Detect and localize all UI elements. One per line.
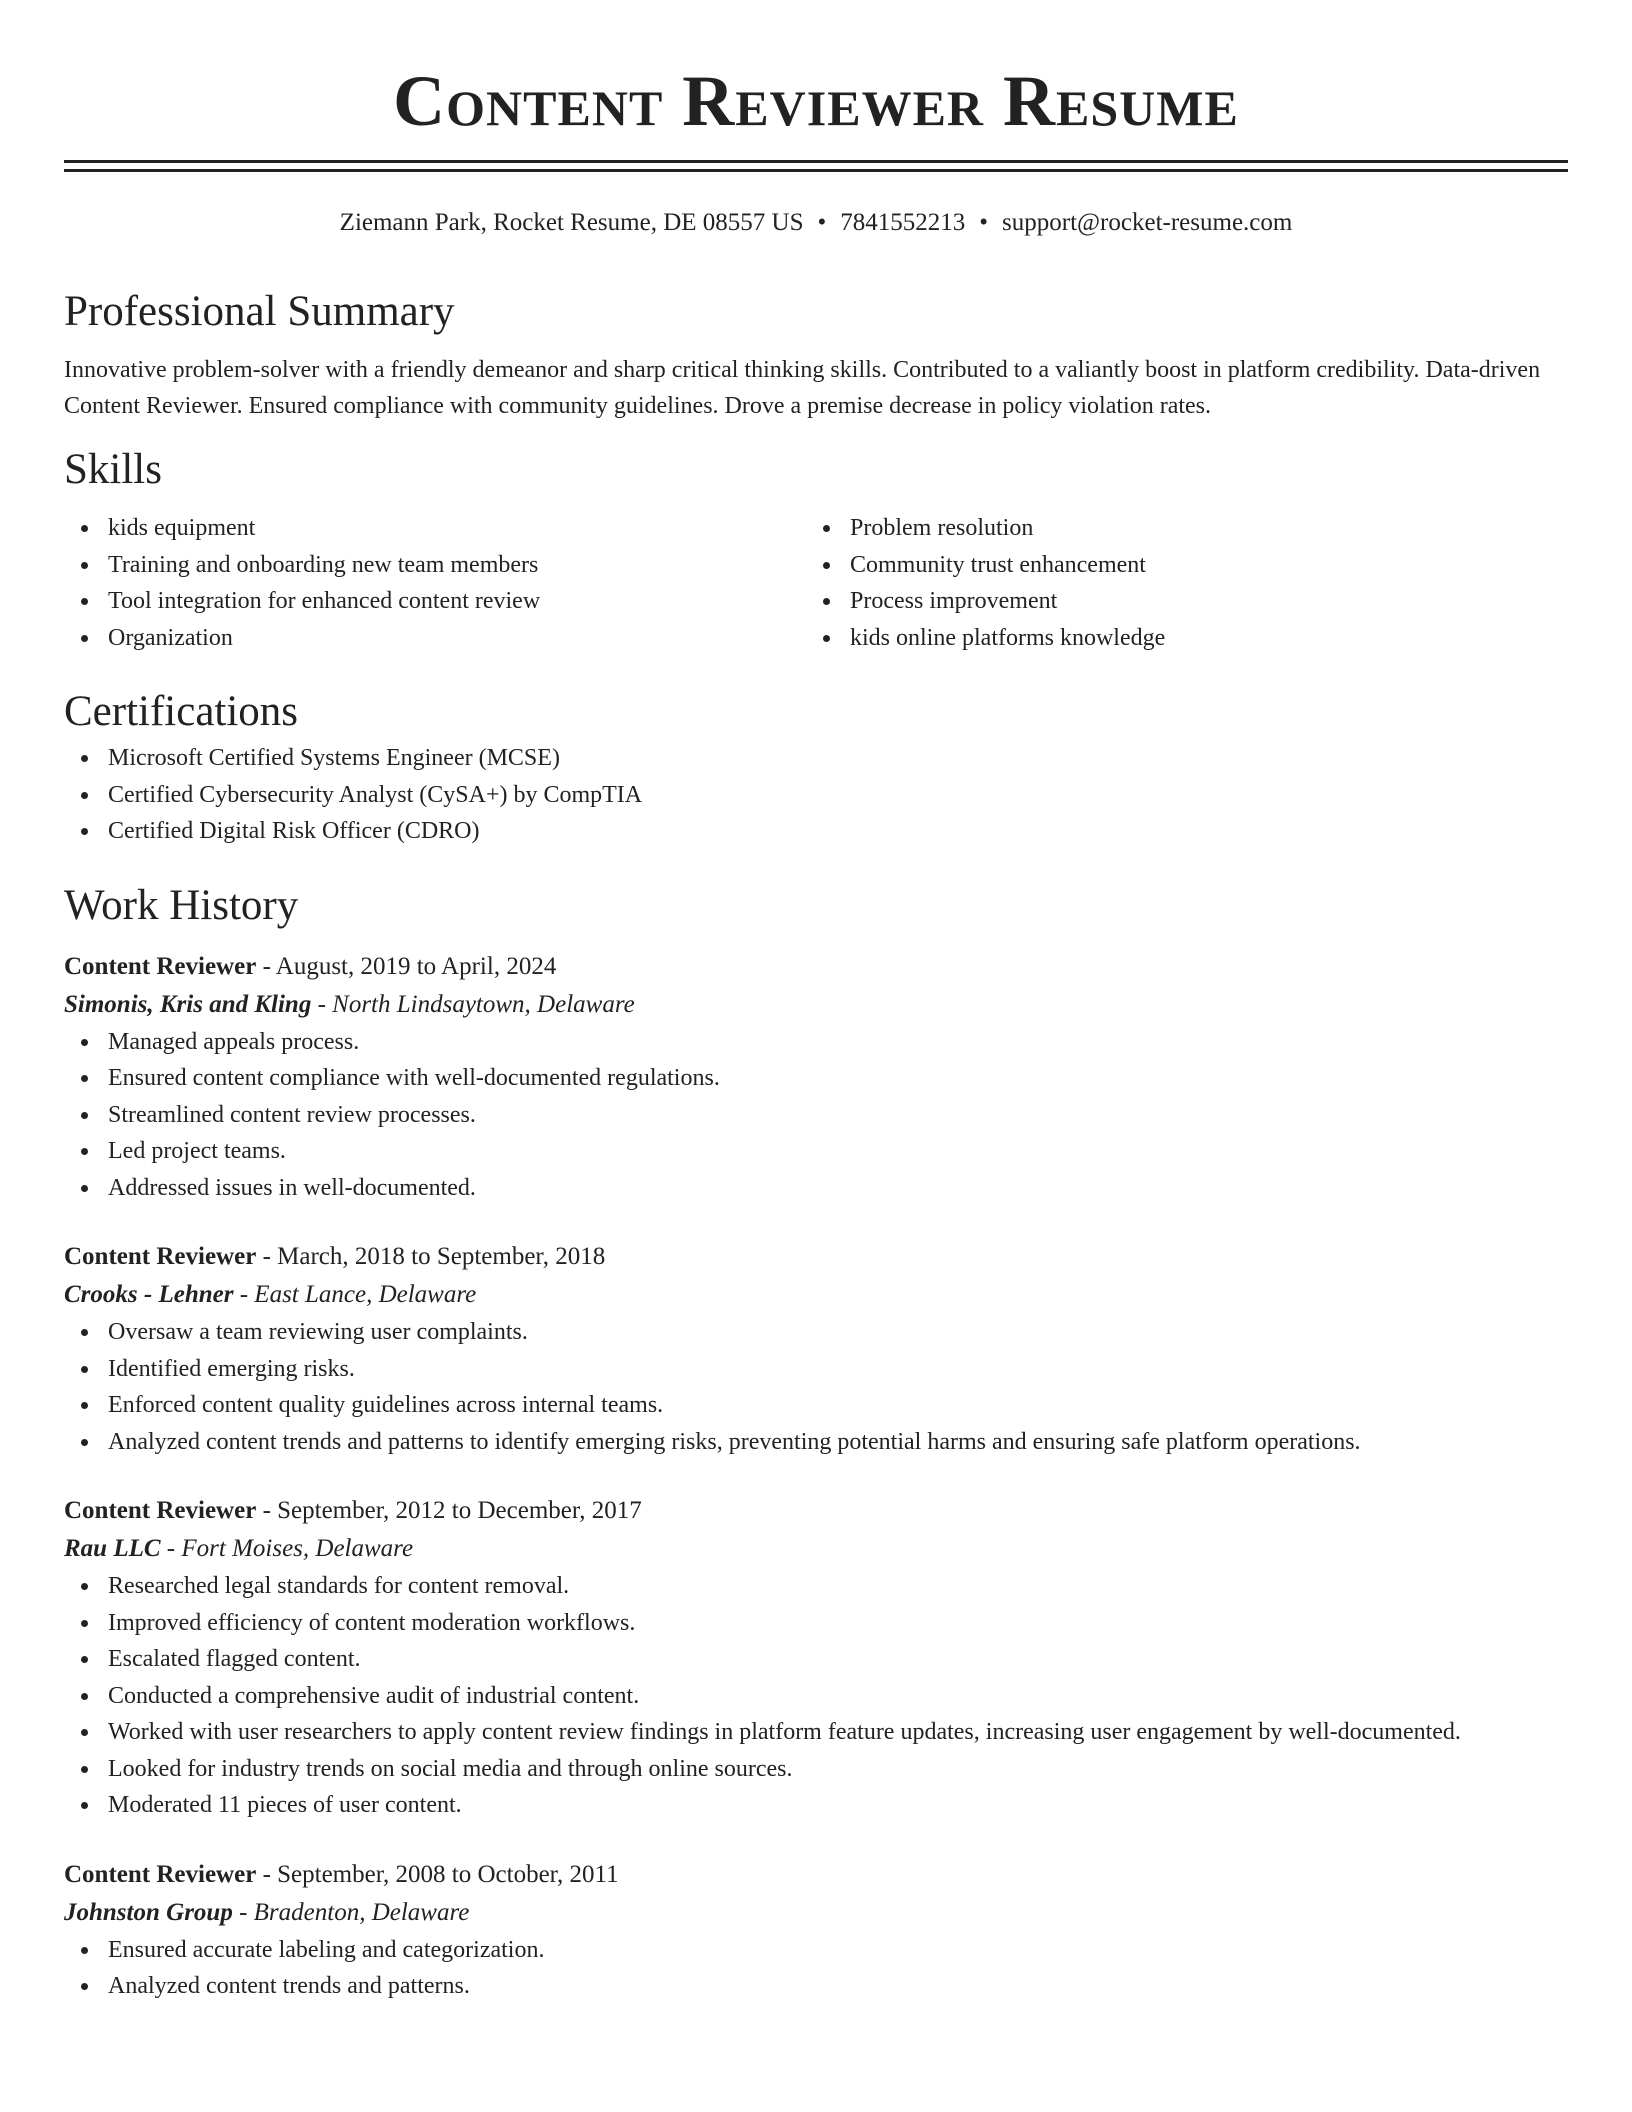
job-company-line xyxy=(64,1276,1568,1314)
job-role: Content Reviewer xyxy=(64,1497,257,1524)
skill-item: Problem resolution xyxy=(806,510,1548,547)
skill-item: kids online platforms knowledge xyxy=(806,620,1548,657)
certifications-list xyxy=(64,740,1568,850)
job-duty-item: Worked with user researchers to apply content review findings in platform feature updates, increasing user engagement by well-documented. xyxy=(64,1714,1568,1751)
work-history-heading: Work History xyxy=(64,881,299,929)
job-duties-list xyxy=(64,1024,1568,1207)
certification-item: Certified Digital Risk Officer (CDRO) xyxy=(64,813,1568,850)
skills-column-right xyxy=(806,510,1548,656)
contact-email: support@rocket-resume.com xyxy=(1002,209,1293,236)
job-duty-item: Looked for industry trends on social media and through online sources. xyxy=(64,1751,1568,1788)
job-location: - North Lindsaytown, Delaware xyxy=(311,990,635,1018)
title-divider-bottom xyxy=(64,169,1568,172)
skill-item: Community trust enhancement xyxy=(806,547,1548,584)
certification-item: Certified Cybersecurity Analyst (CySA+) by CompTIA xyxy=(64,777,1568,814)
job-title-line xyxy=(64,1492,1568,1530)
summary-heading: Professional Summary xyxy=(64,288,455,335)
job-location: - Bradenton, Delaware xyxy=(232,1898,470,1926)
job-dates: - March, 2018 to September, 2018 xyxy=(256,1243,606,1270)
skills-list-left xyxy=(64,510,806,656)
contact-separator: • xyxy=(979,209,989,236)
contact-separator: • xyxy=(817,209,827,236)
job-duty-item: Analyzed content trends and patterns to identify emerging risks, preventing potential harms and ensuring safe platform operations. xyxy=(64,1424,1568,1461)
job-duty-item: Managed appeals process. xyxy=(64,1024,1568,1061)
job-duties-list xyxy=(64,1314,1568,1460)
resume-page xyxy=(64,0,1568,2005)
job-duty-item: Addressed issues in well-documented. xyxy=(64,1170,1568,1207)
page-title: Content Reviewer Resume xyxy=(393,61,1239,141)
job-duty-item: Improved efficiency of content moderation workflows. xyxy=(64,1605,1568,1642)
skill-item: Training and onboarding new team members xyxy=(64,547,806,584)
job-company-line xyxy=(64,1894,1568,1932)
job-title-line xyxy=(64,1856,1568,1894)
job-duty-item: Streamlined content review processes. xyxy=(64,1097,1568,1134)
contact-phone: 7841552213 xyxy=(840,209,966,236)
certifications-heading: Certifications xyxy=(64,688,299,735)
job-title-line xyxy=(64,948,1568,986)
job-duty-item: Moderated 11 pieces of user content. xyxy=(64,1787,1568,1824)
job-duty-item: Led project teams. xyxy=(64,1133,1568,1170)
job-duty-item: Analyzed content trends and patterns. xyxy=(64,1968,1568,2005)
job-duty-item: Ensured accurate labeling and categorization. xyxy=(64,1932,1568,1969)
job-duty-item: Researched legal standards for content removal. xyxy=(64,1568,1568,1605)
job-company-line xyxy=(64,986,1568,1024)
contact-line xyxy=(64,206,1568,240)
certification-item: Microsoft Certified Systems Engineer (MCSE) xyxy=(64,740,1568,777)
skills-columns xyxy=(64,510,1568,656)
job-company: Simonis, Kris and Kling xyxy=(64,990,312,1018)
skills-column-left xyxy=(64,510,806,656)
job-duty-item: Escalated flagged content. xyxy=(64,1641,1568,1678)
contact-address: Ziemann Park, Rocket Resume, DE 08557 US xyxy=(339,209,804,236)
job-entry xyxy=(64,1856,1568,2005)
job-company: Johnston Group xyxy=(64,1898,233,1926)
job-role: Content Reviewer xyxy=(64,1243,257,1270)
skill-item: Tool integration for enhanced content review xyxy=(64,583,806,620)
title-divider-top xyxy=(64,160,1568,163)
job-company: Crooks - Lehner xyxy=(64,1281,234,1308)
job-dates: - September, 2012 to December, 2017 xyxy=(256,1497,642,1524)
job-location: - Fort Moises, Delaware xyxy=(160,1535,414,1562)
job-entry xyxy=(64,948,1568,1207)
job-company: Rau LLC xyxy=(64,1535,161,1562)
job-duties-list xyxy=(64,1932,1568,2005)
skills-heading: Skills xyxy=(64,446,162,493)
job-company-line xyxy=(64,1530,1568,1568)
skill-item: Organization xyxy=(64,620,806,657)
job-duty-item: Enforced content quality guidelines across internal teams. xyxy=(64,1387,1568,1424)
job-location: - East Lance, Delaware xyxy=(233,1281,477,1308)
job-dates: - September, 2008 to October, 2011 xyxy=(256,1860,619,1888)
summary-text: Innovative problem-solver with a friendly demeanor and sharp critical thinking skills. Contributed to a valiantly boost in platform credibility. Data-driven Content Reviewer. Ensured compliance with community guidelines. Drove a premise decrease in policy violation rates. xyxy=(64,357,1541,419)
skills-list-right xyxy=(806,510,1548,656)
job-role: Content Reviewer xyxy=(64,952,257,980)
job-duty-item: Ensured content compliance with well-documented regulations. xyxy=(64,1060,1568,1097)
job-dates: - August, 2019 to April, 2024 xyxy=(256,952,557,980)
skill-item: Process improvement xyxy=(806,583,1548,620)
job-duty-item: Conducted a comprehensive audit of industrial content. xyxy=(64,1678,1568,1715)
job-entry xyxy=(64,1492,1568,1824)
job-title-line xyxy=(64,1238,1568,1276)
skill-item: kids equipment xyxy=(64,510,806,547)
job-duty-item: Oversaw a team reviewing user complaints. xyxy=(64,1314,1568,1351)
job-duty-item: Identified emerging risks. xyxy=(64,1351,1568,1388)
job-entry xyxy=(64,1238,1568,1460)
job-duties-list xyxy=(64,1568,1568,1824)
job-role: Content Reviewer xyxy=(64,1860,257,1888)
